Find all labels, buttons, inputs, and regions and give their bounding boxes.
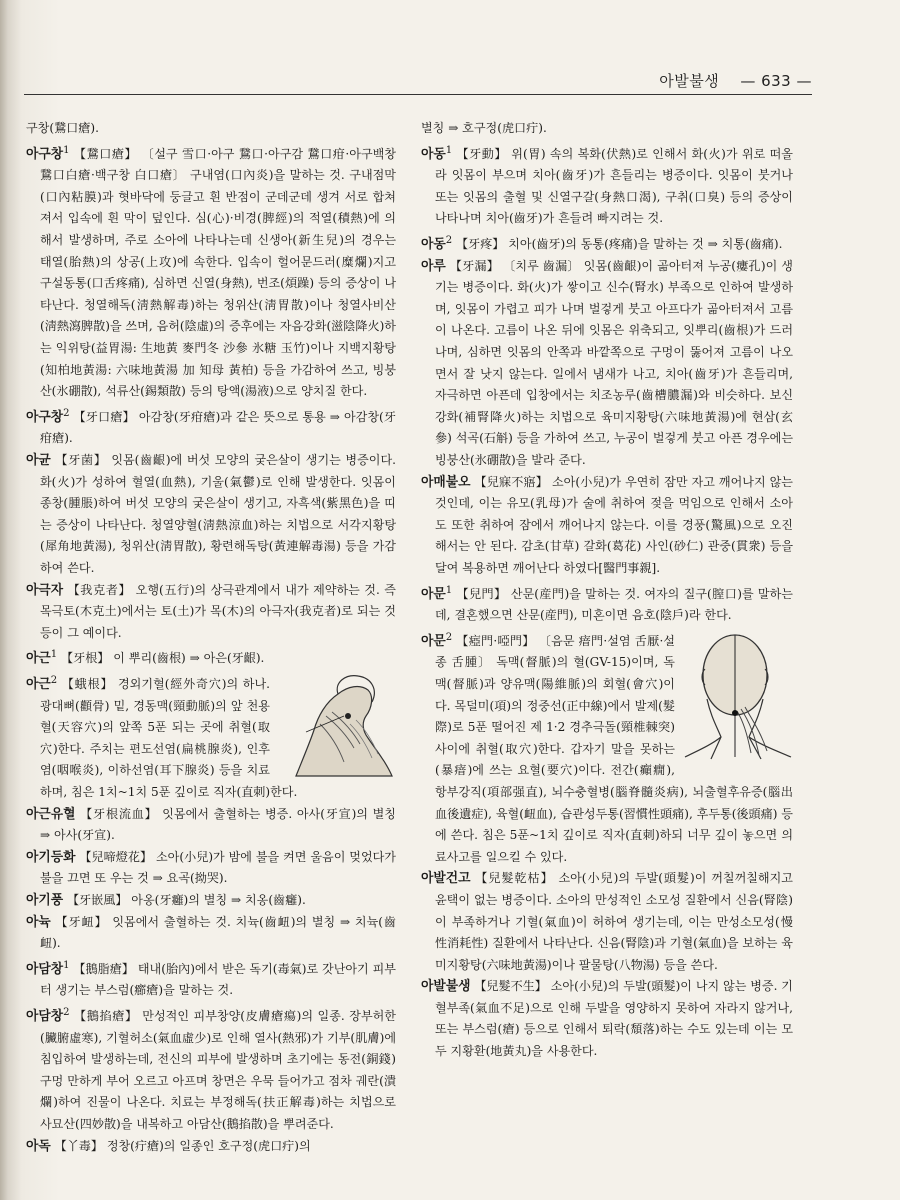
entry-text: 【牙根流血】 잇몸에서 출혈하는 병증. 아사(牙宣)의 별칭 ⇒ 아사(牙宣). xyxy=(40,806,396,843)
entry-text: 【牙疼】 치아(齒牙)의 동통(疼痛)을 말하는 것 ⇒ 치통(齒痛). xyxy=(456,237,783,252)
entry-agu-chang-2 xyxy=(26,403,396,450)
entry-headword: 아동 xyxy=(421,146,446,162)
entry-adong-2 xyxy=(421,230,793,256)
entry-headword: 아동 xyxy=(421,237,446,253)
entry-sup: 2 xyxy=(63,1006,70,1018)
neck-acupoint-illustration xyxy=(276,672,396,778)
entry-ageun-yuhyeol xyxy=(26,804,396,847)
entry-text: 【兒啼燈花】 소아(小兒)가 밤에 불을 켜면 울음이 멎었다가 불을 끄면 또 우는 것 ⇒ 요곡(拗哭). xyxy=(40,849,396,886)
entry-continuation xyxy=(26,118,396,140)
entry-sup: 2 xyxy=(445,631,453,643)
entry-headword: 아균 xyxy=(26,452,51,468)
entry-amun-2 xyxy=(421,627,793,869)
entry-abal-bulsaeng xyxy=(421,976,793,1062)
entry-headword: 아근유혈 xyxy=(26,806,76,822)
running-header xyxy=(659,70,812,91)
entry-text: 【兒寐不寤】 소아(小兒)가 우연히 잠만 자고 깨어나지 않는 것인데, 이는 유모(乳母)가 술에 취하여 젖을 먹임으로 인해서 소아도 또한 취하여 잠에서 깨어나지 않는다. 이를 경풍(驚風)으로 오진해서는 안 된다. 감초(甘草) 갈화(葛花) 사인(砂仁) 관중(貫衆) 등을 달여 복용하면 깨어난다 하였다[醫門事親]. xyxy=(435,474,793,575)
entry-sup: 1 xyxy=(63,959,70,971)
entry-text: 별칭 ⇒ 호구정(虎口疔). xyxy=(421,121,547,135)
entry-text: 【牙漏】 〔치루 齒漏〕 잇몸(齒齦)이 곪아터져 누공(瘻孔)이 생기는 병증이다. 화(火)가 쌓이고 신수(腎水) 부족으로 인하여 발생하며, 잇몸이 가렵고 피가 나며 벌겋게 붓고 아프다가 곪아터져서 고름이 나온다. 고름이 나온 뒤에 잇몸은 위축되고, 잇뿌리(齒根)가 드러나며, 심하면 잇몸의 안쪽과 바깥쪽으로 구멍이 뚫어져 고름이 나오면서 잘 낫지 않는다. 일에서 냄새가 나고, 치아(齒牙)가 흔들리며, 자극하면 아픈데 입창에서는 치조농루(齒槽膿漏)와 비슷하다. 보신강화(補腎降火)하는 치법으로 육미지황탕(六味地黃湯)에 현삼(玄參) 석곡(石斛) 등을 가하여 쓰고, 누공이 벌겋게 붓고 아픈 경우에는 빙붕산(氷硼散)을 발라 준다. xyxy=(435,258,793,467)
entry-headword: 아매불오 xyxy=(421,474,471,490)
entry-headword: 아기등화 xyxy=(26,849,76,865)
entry-text: 【牙菌】 잇몸(齒齦)에 버섯 모양의 궂은살이 생기는 병증이다. 화(火)가 성하여 혈열(血熱), 기울(氣鬱)로 인해 발생한다. 잇몸이 종창(腫脹)하여 버섯 모양의 궂은살이 생기고, 자흑색(紫黑色)을 띠는 증상이 나타난다. 청열양혈(淸熱涼血)하는 치법으로 서각지황탕(犀角地黃湯), 청위산(淸胃散), 황련해독탕(黃連解毒湯) 등을 가감하여 쓴다. xyxy=(40,452,396,575)
entry-text: 【蛾根】 경외기혈(經外奇穴)의 하나. 광대뼈(顴骨) 밑, 경동맥(頸動脈)의 앞 천용혈(天容穴)의 앞쪽 5푼 되는 곳에 취혈(取穴)한다. 주치는 편도선염(扁桃腺炎), 인후염(咽喉炎), 이하선염(耳下腺炎) 등을 치료하며, 침은 1치~1치 5푼 깊이로 직자(直刺)한다. xyxy=(40,676,298,799)
entry-text: 【牙口瘡】 아감창(牙疳瘡)과 같은 뜻으로 통용 ⇒ 아감창(牙疳瘡). xyxy=(40,409,396,446)
entry-text: 【鵝掐瘡】 만성적인 피부창양(皮膚瘡瘍)의 일종. 장부허한(臟腑虛寒), 기혈허소(氣血虛少)로 인해 열사(熱邪)가 기부(肌膚)에 침입하여 발생하는데, 전신의 피부에 발생하며 초기에는 동전(銅錢) 구멍 만하게 부어 오르고 아프며 창면은 우묵 들어가고 점차 궤란(潰爛)하여 진물이 나온다. 치료는 부정해독(扶正解毒)하는 치법으로 사묘산(四妙散)을 내복하고 아담산(鵝掐散)을 뿌려준다. xyxy=(40,1008,396,1131)
entry-ageun-2 xyxy=(26,670,396,804)
entry-text: 【我克者】 오행(五行)의 상극관계에서 내가 제약하는 것. 즉 목극토(木克土)에서는 토(土)가 목(木)의 아극자(我克者)로 되는 것 등이 그 예이다. xyxy=(40,582,396,640)
entry-text: 【丫毒】 정창(疔瘡)의 일종인 호구정(虎口疔)의 xyxy=(54,1138,311,1153)
entry-headword: 아구창 xyxy=(26,409,64,425)
entry-headword: 아발건고 xyxy=(421,871,471,887)
entry-headword: 아독 xyxy=(26,1138,51,1154)
entry-headword: 아구창 xyxy=(26,146,64,162)
entry-sup: 2 xyxy=(50,674,58,686)
running-title: 아발불생 xyxy=(659,72,720,90)
left-column xyxy=(26,118,396,1157)
entry-text: 【兒髮不生】 소아(小兒)의 두발(頭髮)이 나지 않는 병증. 기혈부족(氣血不足)으로 인해 두발을 영양하지 못하여 자라지 않거나, 또는 부스럼(瘡) 등으로 인해서 퇴락(頹落)하는 수도 있는데 이는 모두 지황환(地黃丸)을 사용한다. xyxy=(435,979,793,1059)
entry-sup: 1 xyxy=(445,144,453,156)
entry-agipung xyxy=(26,890,396,912)
entry-abal-geongo xyxy=(421,868,793,976)
entry-text: 【兒門】 산문(産門)을 말하는 것. 여자의 질구(膣口)를 말하는데, 결혼했으면 산문(産門), 미혼이면 음호(陰戶)라 한다. xyxy=(435,586,793,623)
head-acupoint-illustration xyxy=(681,629,793,761)
entry-ageun-1 xyxy=(26,644,396,670)
entry-sup: 1 xyxy=(63,144,70,156)
entry-adong-1 xyxy=(421,140,793,230)
entry-text: 【牙衄】 잇몸에서 출혈하는 것. 치뉵(齒衄)의 별칭 ⇒ 치뉵(齒衄). xyxy=(40,914,396,951)
entry-text: 【牙動】 위(胃) 속의 복화(伏熱)로 인해서 화(火)가 위로 떠올라 잇몸이 부으며 치아(齒牙)가 흔들리는 병증이다. 잇몸이 붓거나 또는 잇몸의 출혈 및 신열구갈(身熱口渴), 구취(口臭) 등의 증상이 나타나며 치아(齒牙)가 흔들려 빠지려는 것. xyxy=(435,146,793,226)
entry-headword: 아문 xyxy=(421,633,446,649)
entry-headword: 아담창 xyxy=(26,961,64,977)
entry-headword: 아근 xyxy=(26,676,51,692)
entry-headword: 아근 xyxy=(26,651,51,667)
entry-headword: 아뉵 xyxy=(26,914,51,930)
entry-sup: 2 xyxy=(63,407,70,419)
entry-anyuk xyxy=(26,912,396,955)
entry-aru xyxy=(421,256,793,472)
entry-agi-deunghwa xyxy=(26,847,396,890)
entry-sup: 1 xyxy=(50,649,58,661)
entry-text: 【鵝脂瘡】 태내(胎內)에서 받은 독기(毒氣)로 갓난아기 피부터 생기는 부스럼(癤瘡)을 말하는 것. xyxy=(40,961,396,998)
entry-text: 【牙根】 이 뿌리(齒根) ⇒ 아은(牙齦). xyxy=(61,651,265,666)
header-rule xyxy=(24,94,812,95)
entry-headword: 아담창 xyxy=(26,1008,64,1024)
entry-text: 【瘂門·啞門】 〔음문 瘖門·설염 舌厭·설종 舌腫〕 독맥(督脈)의 혈(GV-15)이며, 독맥(督脈)과 양유맥(陽維脈)의 회혈(會穴)이다. 목덜미(項)의 정중선(正中線)에서 발제(髮際)로 5푼 떨어진 제 1·2 경추극돌(頸椎棘突) 사이에 취혈(取穴)한다. 갑자기 말을 못하는 (暴瘖)에 쓰는 요혈(要穴)이다. 전간(癲癇), 항부강직(項部强直), 뇌수충혈병(腦脊髓炎病), 뇌출혈후유증(腦出血後遺症), 육혈(衄血), 습관성두통(習慣性頭痛), 후두통(後頭痛) 등에 쓴다. 침은 5푼~1치 깊이로 직자(直刺)하되 너무 깊이 놓으면 의료사고를 일으킬 수 있다. xyxy=(435,633,793,864)
entry-adamchang-1 xyxy=(26,955,396,1002)
entry-text: 【牙嵌風】 아옹(牙癰)의 별칭 ⇒ 치옹(齒癰). xyxy=(66,892,306,907)
entry-amun-1 xyxy=(421,580,793,627)
entry-amae-buro xyxy=(421,472,793,580)
entry-headword: 아루 xyxy=(421,258,446,274)
entry-continuation xyxy=(421,118,793,140)
entry-agukja xyxy=(26,580,396,645)
entry-adok xyxy=(26,1136,396,1158)
entry-agu-chang-1 xyxy=(26,140,396,403)
entry-text: 【鵞口瘡】 〔설구 雪口·아구 鵞口·아구감 鵞口疳·아구백창 鵞口白瘡·백구창 白口瘡〕 구내염(口內炎)을 말하는 것. 구내점막(口內粘膜)과 혓바닥에 둥글고 흰 반점이 군데군데 생겨 서로 합쳐져서 입속에 흰 막이 덮인다. 심(心)·비경(脾經)의 적열(積熱)에 의해서 발생하며, 주로 소아에 나타나는데 신생아(新生兒)의 경우는 태열(胎熱)의 상공(上攻)에 속한다. 입속이 헐어문드러(糜爛)지고 구설동통(口舌疼痛), 심하면 신열(身熱), 번조(煩躁) 등의 증상이 나타난다. 청열해독(淸熱解毒)하는 청위산(淸胃散)이나 청열사비산(淸熱瀉脾散)을 쓰며, 음허(陰虛)의 증후에는 자음강화(滋陰降火)하는 익위탕(益胃湯: 生地黃 麥門冬 沙參 氷糖 玉竹)이나 지백지황탕(知柏地黃湯: 六味地黃湯 加 知母 黃柏) 등을 가감하여 쓰고, 빙붕산(氷硼散), 석류산(錫類散) 등의 탕액(湯液)으로 양치질 한다. xyxy=(40,146,396,399)
entry-headword: 아극자 xyxy=(26,582,64,598)
entry-adamchang-2 xyxy=(26,1002,396,1136)
entry-sup: 1 xyxy=(445,584,453,596)
right-column xyxy=(421,118,793,1063)
entry-agyun xyxy=(26,450,396,580)
entry-text: 구창(鵞口瘡). xyxy=(26,121,99,135)
entry-headword: 아발불생 xyxy=(421,979,471,995)
page-number: — 633 — xyxy=(740,72,812,90)
entry-headword: 아기풍 xyxy=(26,892,64,908)
entry-text: 【兒髮乾枯】 소아(小兒)의 두발(頭髮)이 꺼칠꺼칠해지고 윤택이 없는 병증이다. 소아의 만성적인 소모성 질환에서 신음(腎陰)이 부족하거나 기혈(氣血)이 허하여 생기는데, 이는 만성소모성(慢性消耗性) 질환에서 나타난다. 신음(腎陰)과 기혈(氣血)을 보하는 육미지황탕(六味地黃湯)이나 팔물탕(八物湯) 등을 쓴다. xyxy=(435,871,793,972)
entry-sup: 2 xyxy=(445,235,453,246)
entry-headword: 아문 xyxy=(421,586,446,602)
